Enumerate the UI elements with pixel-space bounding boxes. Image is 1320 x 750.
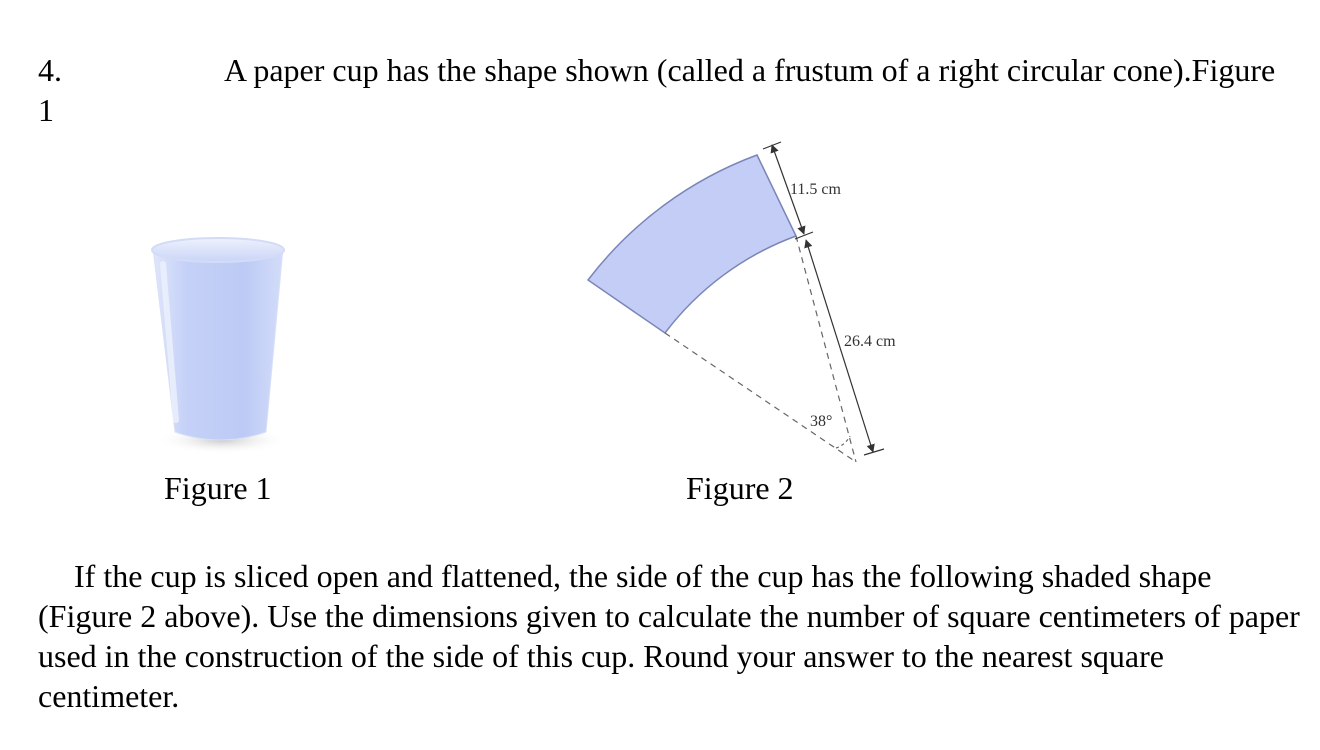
angle-arc xyxy=(836,436,850,448)
angle-label: 38° xyxy=(810,413,833,430)
sector-shading xyxy=(588,155,796,333)
cup-rim xyxy=(152,238,284,262)
flattened-cup-figure xyxy=(588,142,896,462)
slant-tick-top xyxy=(763,142,781,149)
radius-label: 26.4 cm xyxy=(844,333,896,350)
slant-height-label: 11.5 cm xyxy=(790,181,841,198)
figure2-caption: Figure 2 xyxy=(686,470,794,506)
radius-tick-bottom xyxy=(864,449,884,455)
problem-intro: A paper cup has the shape shown (called a frustum of a right circular cone).Figure 1 xyxy=(38,52,1276,128)
figure1-caption: Figure 1 xyxy=(164,470,272,506)
paper-cup-figure xyxy=(152,238,288,454)
problem-number: 4. xyxy=(38,52,62,88)
dashed-edge-left xyxy=(665,333,856,462)
question-text: If the cup is sliced open and flattened, the side of the cup has the following shaded shape (Figure 2 above). Use the dimensions given to calculate the number of square centimeters of paper used in the construction of the side of this cup. Round your answer to the nearest square centimeter. xyxy=(38,558,1300,714)
